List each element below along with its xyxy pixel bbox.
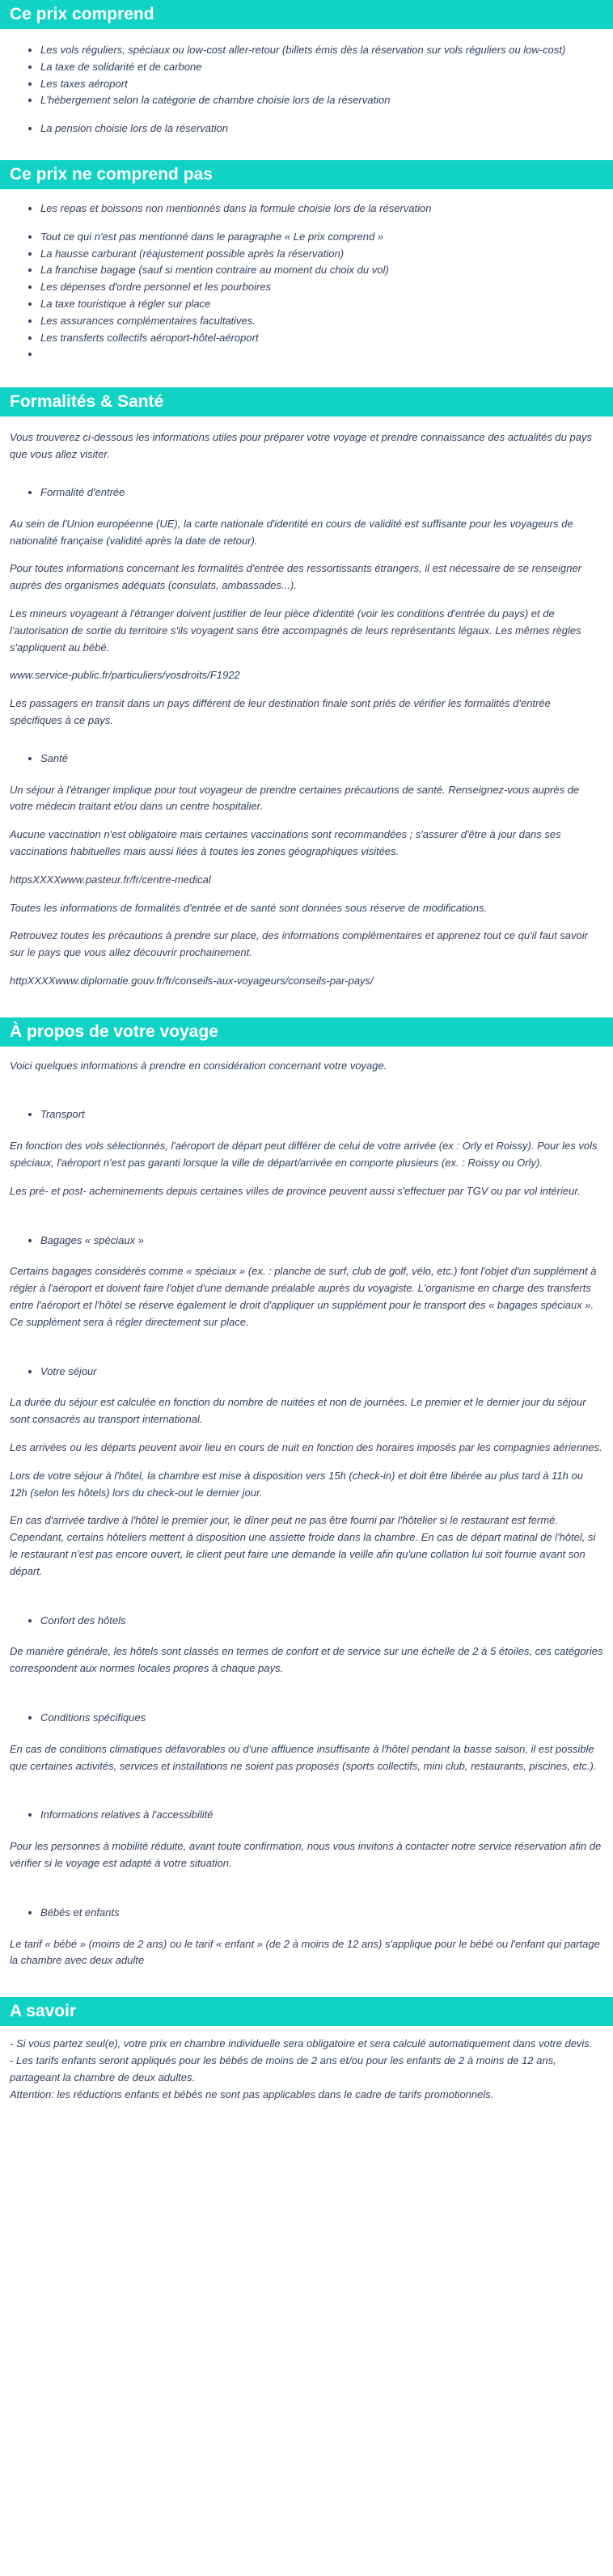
included-list <box>10 42 603 109</box>
list-item: • La pension choisie lors de la réservation <box>40 121 603 137</box>
paragraph: httpsXXXXwww.pasteur.fr/fr/centre-medical <box>10 873 211 886</box>
list-item: • Les vols réguliers, spéciaux ou low-cost aller-retour (billets émis dès la réservation sur vols réguliers ou low-cost) <box>40 42 603 59</box>
paragraph: - Les tarifs enfants seront appliqués pour les bébés de moins de 2 ans et/ou pour les enfants de 2 à moins de 12 ans, partageant la chambre de deux adultes. <box>10 2054 556 2083</box>
paragraph: Aucune vaccination n'est obligatoire mais certaines vaccinations sont recommandées ; s'assurer d'être à jour dans ses vaccinations habituelles mais aussi liées à toutes les zones géographiques visitées. <box>10 828 561 857</box>
subsection-title: • Votre séjour <box>40 1364 603 1381</box>
paragraph: Pour les personnes à mobilité réduite, avant toute confirmation, nous vous invitons à contacter notre service réservation afin de vérifier si le voyage est adapté à votre situation. <box>10 1840 602 1869</box>
included-list-extra <box>10 121 603 137</box>
section-title: À propos de votre voyage <box>0 1017 613 1047</box>
paragraph: En fonction des vols sélectionnés, l'aéroport de départ peut différer de celui de votre arrivée (ex : Orly et Roissy). Pour les vols spéciaux, l'aéroport n'est pas garanti lorsque la ville de départ/arrivée en comporte plusieurs (ex. : Roissy ou Orly). <box>10 1140 598 1170</box>
paragraph: Les passagers en transit dans un pays différent de leur destination finale sont priés de vérifier les formalités d'entrée spécifiques à ce pays. <box>10 697 551 726</box>
list-item: • L'hébergement selon la catégorie de chambre choisie lors de la réservation <box>40 92 603 109</box>
paragraph: La durée du séjour est calculée en fonction du nombre de nuitées et non de journées. Le premier et le dernier jour du séjour sont consacrés au transport international. <box>10 1396 586 1426</box>
list-item: • Les repas et boissons non mentionnés dans la formule choisie lors de la réservation <box>40 201 603 218</box>
section-savoir <box>0 1997 613 2119</box>
subsection-heading <box>10 1710 603 1727</box>
paragraph: Toutes les informations de formalités d'entrée et de santé sont données sous réserve de modifications. <box>10 901 488 914</box>
excluded-list <box>10 229 603 364</box>
subsection-heading <box>10 484 603 501</box>
subsection-heading <box>10 751 603 768</box>
subsection-heading <box>10 1613 603 1630</box>
paragraph: Certains bagages considérés comme « spéciaux » (ex. : planche de surf, club de golf, vélo, etc.) font l'objet d'un supplément à régler à l'aéroport et doivent faire l'objet d'une demande préalable auprès du voyagiste. L'organisme en charge des transferts entre l'aéroport et l'hôtel se réserve également le droit d'appliquer un supplément pour le transport des « bagages spéciaux ». Ce supplément sera à régler directement sur place. <box>10 1265 597 1328</box>
excluded-list-first <box>10 201 603 218</box>
list-item: • La franchise bagage (sauf si mention contraire au moment du choix du vol) <box>40 262 603 279</box>
subsection-title: • Bébés et enfants <box>40 1905 603 1922</box>
paragraph: Les pré- et post- acheminements depuis certaines villes de province peuvent aussi s'effectuer par TGV ou par vol intérieur. <box>10 1184 581 1197</box>
list-item: • La taxe de solidarité et de carbone <box>40 59 603 76</box>
subsection-heading <box>10 1233 603 1250</box>
paragraph: En cas de conditions climatiques défavorables ou d'une affluence insuffisante à l'hôtel pendant la basse saison, il est possible que certaines activités, services et installations ne soient pas proposés (sports collectifs, mini club, restaurants, piscines, etc.). <box>10 1742 597 1772</box>
section-prix-ne-comprend <box>0 160 613 387</box>
subsection-title: • Santé <box>40 751 603 768</box>
section-apropos <box>0 1017 613 1998</box>
paragraph: Retrouvez toutes les précautions à prendre sur place, des informations complémentaires et apprenez tout ce qu'il faut savoir sur le pays que vous allez découvrir prochainement. <box>10 929 588 959</box>
subsection-heading <box>10 1106 603 1123</box>
paragraph: Pour toutes informations concernant les formalités d'entrée des ressortissants étrangers, il est nécessaire de se renseigner auprès des organismes adéquats (consulats, ambassades...). <box>10 562 582 592</box>
subsection-heading <box>10 1905 603 1922</box>
paragraph: De manière générale, les hôtels sont classés en termes de confort et de service sur une échelle de 2 à 5 étoiles, ces catégories correspondent aux normes locales propres à chaque pays. <box>10 1645 603 1675</box>
subsection-title: • Bagages « spéciaux » <box>40 1233 603 1250</box>
section-title: Ce prix ne comprend pas <box>0 160 613 189</box>
paragraph: Les arrivées ou les départs peuvent avoir lieu en cours de nuit en fonction des horaires imposés par les compagnies aériennes. <box>10 1441 602 1454</box>
section-intro: Vous trouverez ci-dessous les informations utiles pour préparer votre voyage et prendre connaissance des actualités du pays que vous allez visiter. <box>10 431 592 461</box>
section-title: A savoir <box>0 1997 613 2026</box>
list-item: • Les dépenses d'ordre personnel et les pourboires <box>40 279 603 296</box>
list-item: • Tout ce qui n'est pas mentionné dans le paragraphe « Le prix comprend » <box>40 229 603 246</box>
subsection-title: • Formalité d'entrée <box>40 484 603 501</box>
paragraph: En cas d'arrivée tardive à l'hôtel le premier jour, le dîner peut ne pas être fourni par l'hôtelier si le restaurant est fermé. Cependant, certains hôteliers mettent à disposition une assiette froide dans la chambre. En cas de départ matinal de l'hôtel, si le restaurant n'est pas encore ouvert, le client peut faire une demande la veille afin qu'une collation lui soit fournie avant son départ. <box>10 1514 596 1577</box>
subsection-title: • Transport <box>40 1106 603 1123</box>
paragraph: www.service-public.fr/particuliers/vosdroits/F1922 <box>10 669 240 682</box>
list-item: • La hausse carburant (réajustement possible après la réservation) <box>40 246 603 263</box>
paragraph: httpXXXXwww.diplomatie.gouv.fr/fr/conseils-aux-voyageurs/conseils-par-pays/ <box>10 974 374 987</box>
section-prix-comprend <box>0 0 613 160</box>
list-item: • Les taxes aéroport <box>40 76 603 93</box>
section-title: Formalités & Santé <box>0 387 613 417</box>
list-item: • La taxe touristique à régler sur place <box>40 296 603 313</box>
list-item: • Les assurances complémentaires facultatives. <box>40 313 603 330</box>
paragraph: Au sein de l'Union européenne (UE), la carte nationale d'identité en cours de validité est suffisante pour les voyageurs de nationalité française (validité après la date de retour). <box>10 517 573 547</box>
subsection-heading <box>10 1807 603 1824</box>
section-intro: Voici quelques informations à prendre en considération concernant votre voyage. <box>10 1059 387 1072</box>
section-formalites <box>0 387 613 1017</box>
subsection-title: • Informations relatives à l'accessibilité <box>40 1807 603 1824</box>
subsection-heading <box>10 1364 603 1381</box>
paragraph: Les mineurs voyageant à l'étranger doivent justifier de leur pièce d'identité (voir les conditions d'entrée du pays) et de l'autorisation de sortie du territoire s'ils voyagent sans être accompagnés de leurs représentants légaux. Les mêmes règles s'appliquent au bébé. <box>10 607 581 654</box>
paragraph: - Si vous partez seul(e), votre prix en chambre individuelle sera obligatoire et sera calculé automatiquement dans votre devis. <box>10 2037 593 2050</box>
paragraph: Attention: les réductions enfants et bébés ne sont pas applicables dans le cadre de tarifs promotionnels. <box>10 2087 494 2100</box>
subsection-title: • Conditions spécifiques <box>40 1710 603 1727</box>
subsection-title: • Confort des hôtels <box>40 1613 603 1630</box>
paragraph: Un séjour à l'étranger implique pour tout voyageur de prendre certaines précautions de santé. Renseignez-vous auprès de votre médecin traitant et/ou dans un centre hospitalier. <box>10 783 580 813</box>
list-item-empty <box>40 346 603 363</box>
paragraph: Lors de votre séjour à l'hôtel, la chambre est mise à disposition vers 15h (check-in) et doit être libérée au plus tard à 11h ou 12h (selon les hôtels) lors du check-out le dernier jour. <box>10 1469 583 1499</box>
paragraph: Le tarif « bébé » (moins de 2 ans) ou le tarif « enfant » (de 2 à moins de 12 ans) s'applique pour le bébé ou l'enfant qui partage la chambre avec deux adulte <box>10 1937 600 1967</box>
section-title: Ce prix comprend <box>0 0 613 29</box>
list-item: • Les transferts collectifs aéroport-hôtel-aéroport <box>40 330 603 347</box>
